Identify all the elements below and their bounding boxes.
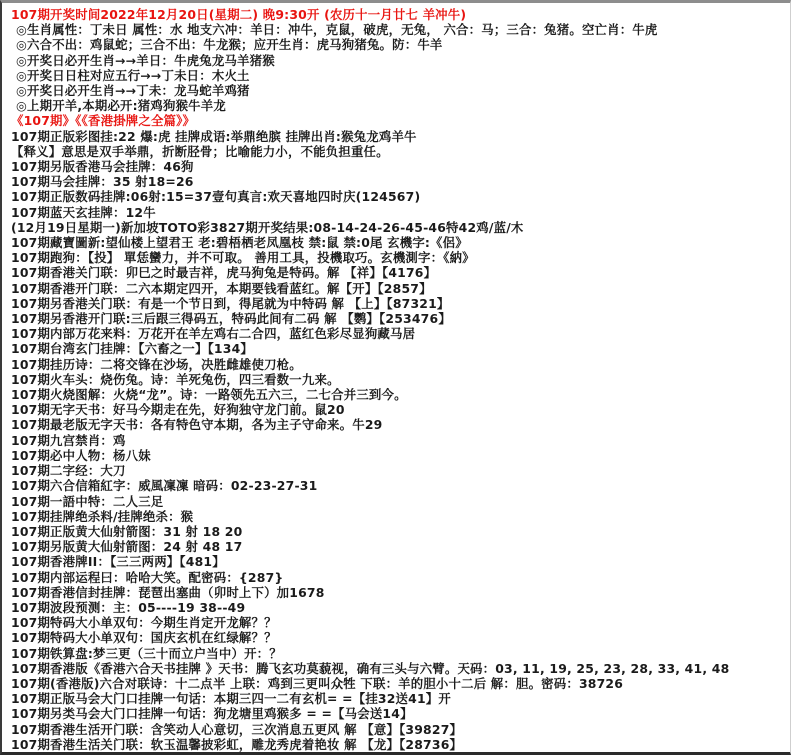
- text-line-47: 107期另类马会大门口挂牌一句话：狗龙塘里鸡猴多 = =【马会送14】: [11, 706, 413, 722]
- text-line-36: 107期另版黄大仙射箭图：24 射 48 17: [11, 539, 243, 555]
- text-line-35: 107期正版黄大仙射箭图：31 射 18 20: [11, 523, 243, 539]
- text-line-44: 107期香港版《香港六合天书挂牌 》天书：腾飞玄功莫藐视，确有三头与六臂。天码：03, 11, 19, 25, 23, 28, 33, 41, 48: [11, 660, 730, 676]
- text-line-49: 107期香港生活关门联：软玉温馨披彩虹，雕龙秀虎着艳妆 解 【龙】【28736】: [11, 736, 463, 752]
- text-line-18: 107期香港关门联：卯巳之时最吉祥，虎马狗兔是特码。解 【祥】【4176】: [11, 265, 437, 281]
- text-line-10: 【释义】意思是双手举鼎，折断胫骨；比喻能力小，不能负担重任。: [11, 143, 389, 159]
- text-line-1: 107期开奖时间2022年12月20日(星期二) 晚9:30开 (农历十一月廿七 羊冲牛): [11, 7, 467, 22]
- text-line-26: 107期火烧图解：火烧“龙”。诗：一路领先五六三，二七合并三到今。: [11, 387, 407, 403]
- text-line-6: ◎开奖日必开生肖→→丁未：龙马蛇羊鸡猪: [16, 83, 250, 99]
- text-line-39: 107期香港信封挂牌：琵琶出塞曲（卯时上下）加1678: [11, 584, 325, 600]
- text-line-16: 107期藏寶圖新:望仙楼上望君王 老:碧梧栖老凤凰枝 禁:鼠 禁:0尾 玄機字:《侶》: [11, 235, 468, 251]
- text-line-17: 107期跑狗：【投】 單恁蠻力，并不可取。 善用工具，投機取巧。玄機測字：《納》: [11, 250, 475, 266]
- text-line-4: ◎开奖日必开生肖→→羊日：牛虎兔龙马羊猪猴: [16, 52, 275, 68]
- text-line-37: 107期香港牌II：【三三两两】【481】: [11, 554, 225, 570]
- text-line-34: 107期挂牌绝杀料/挂牌绝杀：猴: [11, 508, 194, 524]
- text-line-25: 107期火车头：烧伤兔。诗：羊死兔伤，四三看数一九来。: [11, 371, 340, 387]
- text-line-41: 107期特码大小单双句：今期生肖定开龙解？？: [11, 615, 277, 631]
- text-line-31: 107期二字经：大刀: [11, 463, 126, 479]
- text-line-11: 107期另版香港马会挂牌：46狗: [11, 159, 194, 175]
- text-line-33: 107期一語中特：二人三足: [11, 493, 164, 509]
- text-line-21: 107期另香港开门联:三后跟三得码五，特码此间有二码 解 【鹦】【253476】: [11, 311, 451, 327]
- text-lines-container: [11, 7, 786, 752]
- text-line-27: 107期无字天书：好马今期走在先，好狗独守龙门前。鼠20: [11, 402, 345, 418]
- text-line-28: 107期最老版无字天书：各有特色守本期，各为主子守命来。牛29: [11, 417, 383, 433]
- text-line-38: 107期内部运程曰：哈哈大笑。配密码：{287}: [11, 569, 284, 585]
- text-line-48: 107期香港生活开门联：含笑动人心意切，三次消息五更风 解 【意】【39827】: [11, 721, 463, 737]
- text-line-42: 107期特码大小单双句：国庆玄机在红绿解？？: [11, 630, 277, 646]
- text-line-30: 107期必中人物：杨八妹: [11, 447, 151, 463]
- text-line-12: 107期马会挂牌：35 射18=26: [11, 174, 194, 190]
- text-line-7: ◎上期开羊,本期必开:猪鸡狗猴牛羊龙: [16, 98, 226, 114]
- text-line-2: ◎生肖属性：丁未日 属性：水 地支六冲：羊日：冲牛，克鼠，破虎，无兔， 六合：马；三合：兔猪。空亡肖：牛虎: [16, 22, 658, 38]
- text-line-3: ◎六合不出：鸡鼠蛇；三合不出：牛龙猴；应开生肖：虎马狗猪兔。防：牛羊: [16, 37, 443, 53]
- text-line-22: 107期内部万花来料：万花开在羊左鸡右二合四，蓝红色彩尽显狗藏马居: [11, 326, 416, 342]
- text-line-20: 107期另香港关门联：有是一个节日到，得尾就为中特码 解 【上】【87321】: [11, 295, 450, 311]
- text-line-29: 107期九宫禁肖：鸡: [11, 432, 126, 448]
- text-line-13: 107期正版数码挂牌:06射:15=37壹句真言:欢天喜地四时庆(124567): [11, 189, 421, 205]
- text-line-23: 107期台湾玄门挂牌：【六畜之一】【134】: [11, 341, 253, 357]
- text-line-32: 107期六合信箱紅字：威風凜凜 暗码：02-23-27-31: [11, 478, 318, 494]
- text-line-45: 107期(香港版)六合对联诗：十二点半 上联：鸡到三更叫众牲 下联：羊的胆小十二后 解：胆。密码：38726: [11, 675, 624, 691]
- text-line-40: 107期波段预测：主：05----19 38--49: [11, 599, 246, 615]
- text-line-5: ◎开奖日日柱对应五行→→丁未日：木火土: [16, 67, 250, 83]
- text-line-15: (12月19日星期一)新加坡TOTO彩3827期开奖结果:08-14-24-26-45-46特42鸡/蓝/木: [11, 219, 524, 235]
- text-line-24: 107期挂历诗：二将交锋在沙场，决胜雌雄使刀枪。: [11, 356, 302, 372]
- text-line-43: 107期铁算盘:梦三更（三十而立户当中）开：？: [11, 645, 282, 661]
- text-line-14: 107期蓝天玄挂牌：12牛: [11, 204, 156, 220]
- text-line-19: 107期香港开门联：二六本期定四开，本期要钱看蓝红。解【开】【2857】: [11, 280, 432, 296]
- text-line-8: 《107期》《《香港掛牌之全篇》》: [11, 113, 196, 129]
- text-line-9: 107期正版彩图挂:22 爆:虎 挂牌成语:举鼎绝膑 挂牌出肖:猴兔龙鸡羊牛: [11, 128, 417, 144]
- text-line-46: 107期正版马会大门口挂牌一句话：本期三四一二有玄机= =【挂32送41】开: [11, 691, 451, 707]
